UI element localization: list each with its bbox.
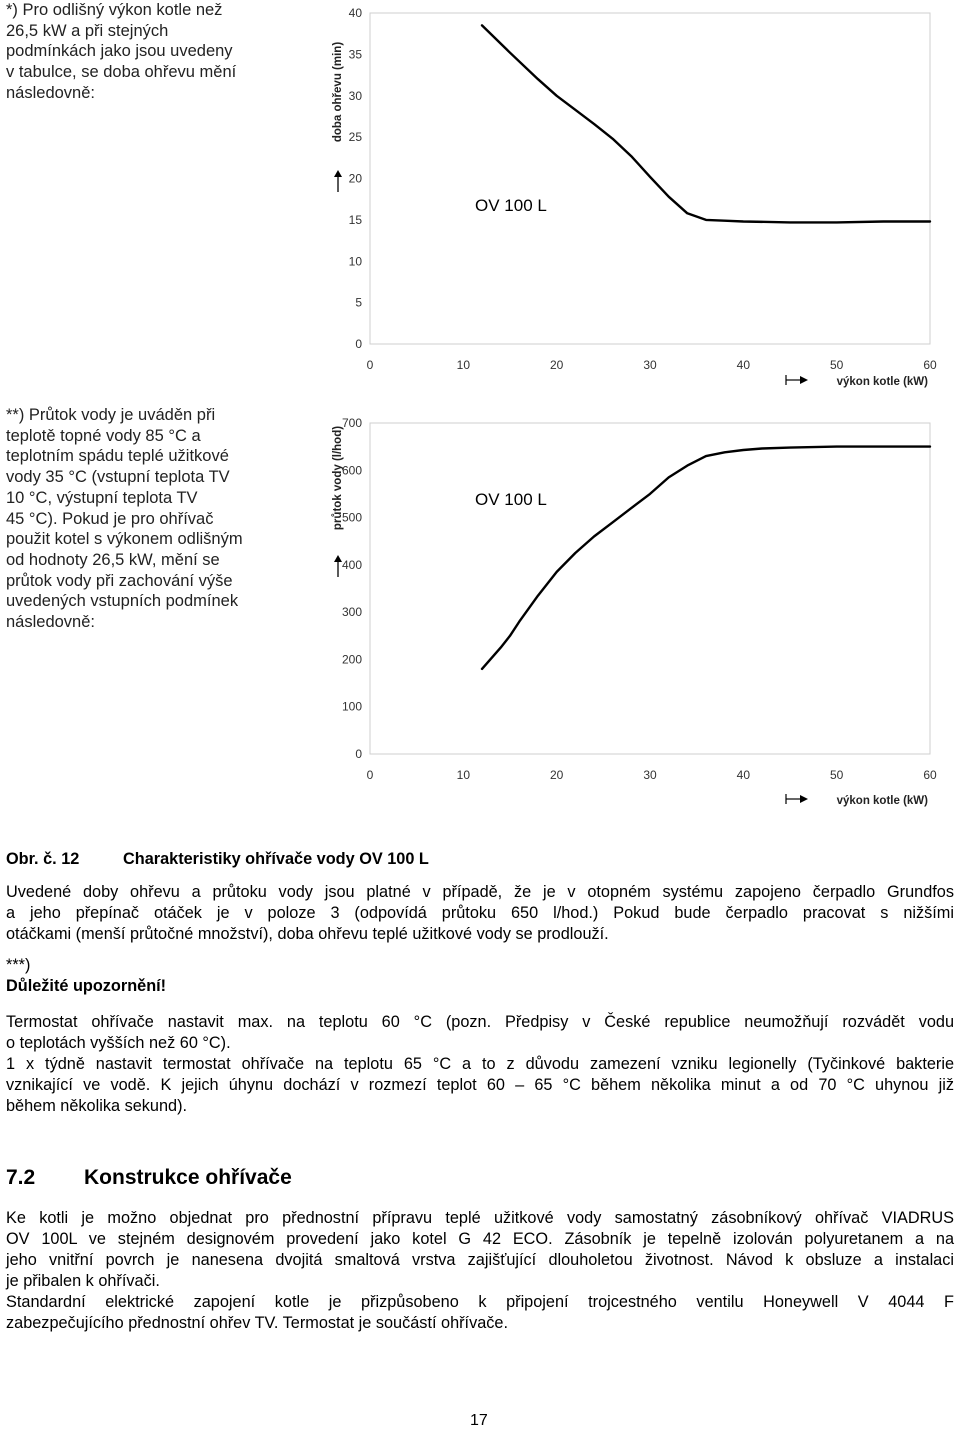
section-heading bbox=[6, 1166, 292, 1190]
text-line: Termostat ohřívače nastavit max. na teplotu 60 °C (pozn. Předpisy v České republice neumožňují rozvádět vodu bbox=[6, 1013, 954, 1031]
x-tick-label: 30 bbox=[643, 768, 657, 782]
x-tick-label: 50 bbox=[829, 768, 844, 782]
y-tick-label: 5 bbox=[355, 295, 362, 310]
chart-flow-rate-svg bbox=[330, 405, 960, 820]
figure-title: Charakteristiky ohřívače vody OV 100 L bbox=[123, 850, 429, 868]
asterisk-marker: ***) bbox=[6, 956, 31, 974]
y-tick-label: 30 bbox=[348, 88, 362, 103]
y-tick-label: 100 bbox=[341, 699, 362, 714]
series-line bbox=[482, 25, 930, 222]
text-line: jeho vnitřní povrch je nanesena dvojitá smaltová vrstva zajišťující dlouholetou životnost. Návod k obsluze a instalaci bbox=[6, 1251, 954, 1269]
paragraph-validity bbox=[6, 882, 954, 945]
paragraph-wiring bbox=[6, 1292, 954, 1334]
text-line: je přibalen k ohřívači. bbox=[6, 1272, 160, 1290]
figure-caption bbox=[6, 850, 946, 869]
section-title: Konstrukce ohřívače bbox=[84, 1166, 292, 1189]
y-axis-label: průtok vody (l/hod) bbox=[332, 425, 344, 531]
y-tick-label: 10 bbox=[348, 254, 362, 269]
text-line: o teplotách vyšších než 60 °C). bbox=[6, 1034, 231, 1052]
x-tick-label: 30 bbox=[643, 358, 657, 372]
text-line: 1 x týdně nastavit termostat ohřívače na teplotu 65 °C a to z důvodu zamezení vzniku legionelly (Tyčinkové bakterie bbox=[6, 1055, 954, 1073]
series-label: OV 100 L bbox=[475, 196, 547, 215]
text-line: Standardní elektrické zapojení kotle je přizpůsobeno k připojení trojcestného ventilu Honeywell V 4044 F bbox=[6, 1293, 954, 1311]
paragraph-construction bbox=[6, 1208, 954, 1292]
x-axis-label: výkon kotle (kW) bbox=[836, 376, 928, 388]
plot-frame bbox=[370, 423, 930, 754]
text-line: vznikající ve vodě. K jejich úhynu dochází v rozmezí teplot 60 – 65 °C během několika minut a od 70 °C uhynou již bbox=[6, 1076, 954, 1094]
text-line: zabezpečujícího přednostní ohřev TV. Termostat je součástí ohřívače. bbox=[6, 1314, 508, 1332]
y-axis-label: doba ohřevu (min) bbox=[332, 41, 344, 143]
text-line: během několika sekund). bbox=[6, 1097, 188, 1115]
note-flow-rate: **) Průtok vody je uváděn při teplotě topné vody 85 °C a teplotním spádu teplé užitkové vody 35 °C (vstupní teplota TV 10 °C, výstupní teplota TV 45 °C). Pokud je pro ohřívač použit kotel s výkonem odlišným od hodnoty 26,5 kW, mění se průtok vody při zachování výše uvedených vstupních podmínek následovně: bbox=[6, 406, 243, 632]
figure-label: Obr. č. 12 bbox=[6, 850, 80, 868]
x-tick-label: 50 bbox=[829, 358, 844, 372]
text-line: OV 100L ve stejném designovém provedení jako kotel G 42 ECO. Zásobník je tepelně izolován polyuretanem a na bbox=[6, 1230, 954, 1248]
y-tick-label: 15 bbox=[348, 212, 362, 227]
warning-title: Důležité upozornění! bbox=[6, 977, 167, 995]
paragraph-thermostat bbox=[6, 1012, 954, 1054]
chart-heating-time bbox=[330, 0, 960, 400]
y-axis-arrow-icon bbox=[334, 555, 342, 562]
x-axis-label: výkon kotle (kW) bbox=[836, 795, 928, 807]
series-line bbox=[482, 447, 930, 669]
x-tick-label: 60 bbox=[923, 358, 937, 372]
x-tick-label: 0 bbox=[366, 768, 374, 782]
x-axis-arrow-icon bbox=[800, 376, 808, 384]
x-tick-label: 40 bbox=[736, 768, 751, 782]
text-line: otáčkami (menší průtočné množství), doba ohřevu teplé užitkové vody se prodlouží. bbox=[6, 925, 609, 943]
y-tick-label: 600 bbox=[341, 463, 362, 478]
y-tick-label: 0 bbox=[355, 747, 362, 761]
y-tick-label: 0 bbox=[355, 337, 362, 351]
text-line: Uvedené doby ohřevu a průtoku vody jsou platné v případě, že je v otopném systému zapojeno čerpadlo Grundfos bbox=[6, 883, 954, 901]
y-tick-label: 400 bbox=[341, 557, 362, 572]
x-tick-label: 20 bbox=[549, 768, 564, 782]
section-number: 7.2 bbox=[6, 1166, 36, 1189]
series-label: OV 100 L bbox=[475, 490, 547, 509]
x-tick-label: 0 bbox=[366, 358, 374, 372]
x-tick-label: 10 bbox=[456, 768, 471, 782]
page-number: 17 bbox=[470, 1412, 488, 1429]
y-tick-label: 40 bbox=[348, 6, 362, 20]
text-line: a jeho přepínač otáček je v poloze 3 (odpovídá průtoku 650 l/hod.) Pokud bude čerpadlo pracovat s nižšími bbox=[6, 904, 954, 922]
paragraph-legionella bbox=[6, 1054, 954, 1117]
y-tick-label: 20 bbox=[348, 171, 362, 186]
y-tick-label: 25 bbox=[348, 130, 362, 145]
y-tick-label: 35 bbox=[348, 47, 362, 62]
chart-heating-time-svg bbox=[330, 0, 960, 400]
x-tick-label: 10 bbox=[456, 358, 471, 372]
x-tick-label: 20 bbox=[549, 358, 564, 372]
y-tick-label: 300 bbox=[341, 605, 362, 620]
x-tick-label: 60 bbox=[923, 768, 937, 782]
y-axis-arrow-icon bbox=[334, 170, 342, 177]
x-tick-label: 40 bbox=[736, 358, 751, 372]
note-heating-time: *) Pro odlišný výkon kotle než 26,5 kW a při stejných podmínkách jako jsou uvedeny v tabulce, se doba ohřevu mění následovně: bbox=[6, 1, 237, 102]
chart-flow-rate bbox=[330, 405, 960, 820]
x-axis-arrow-icon bbox=[800, 795, 808, 803]
text-line: Ke kotli je možno objednat pro přednostní přípravu teplé užitkové vody samostatný zásobníkový ohřívač VIADRUS bbox=[6, 1209, 954, 1227]
y-tick-label: 700 bbox=[341, 416, 362, 430]
y-tick-label: 200 bbox=[341, 652, 362, 667]
y-tick-label: 500 bbox=[341, 510, 362, 525]
